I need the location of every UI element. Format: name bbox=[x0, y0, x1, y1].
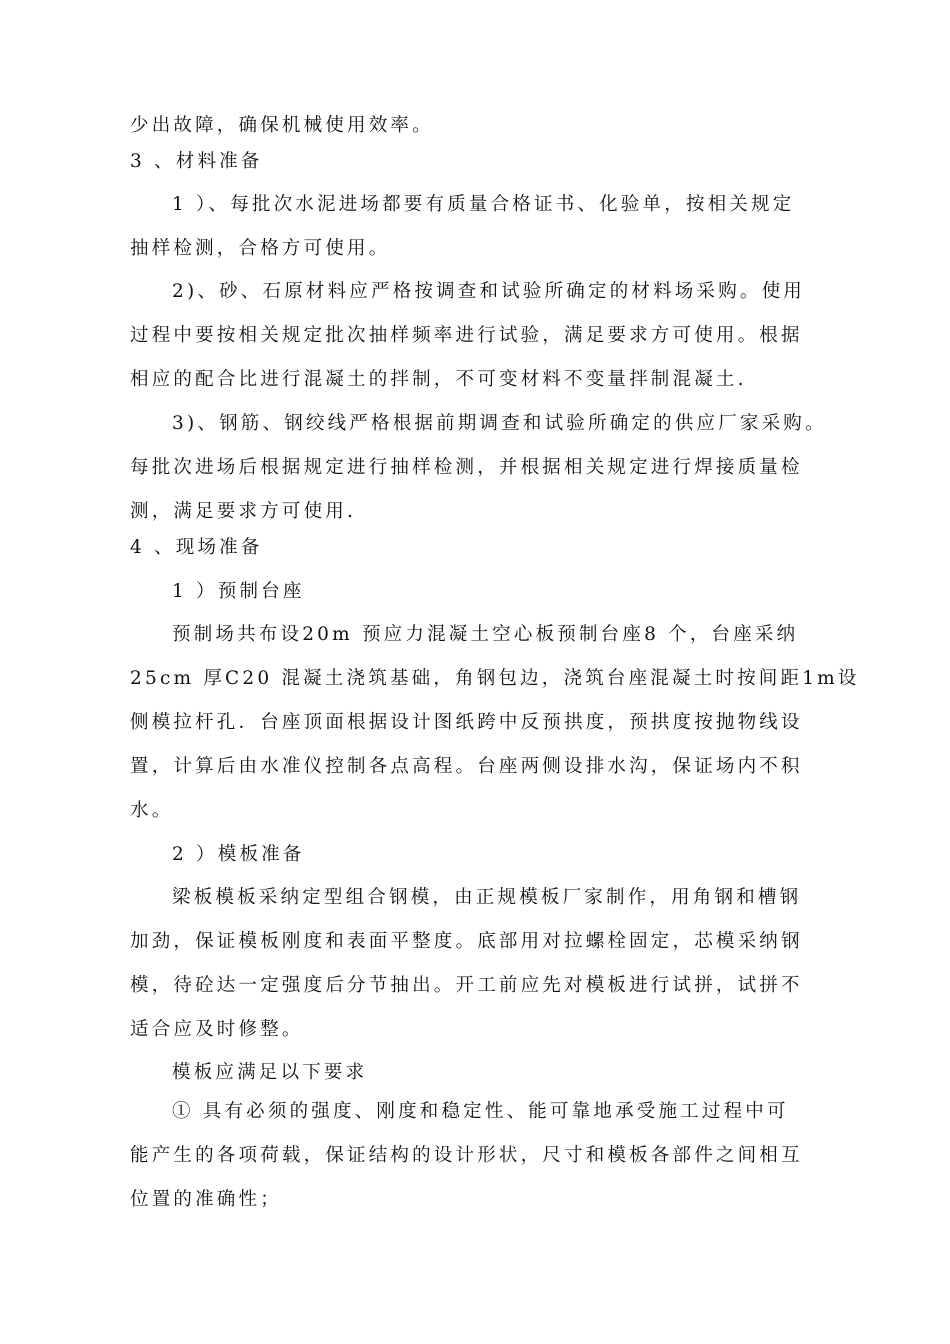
list-item: ① 具有必须的强度、刚度和稳定性、能可靠地承受施工过程中可 bbox=[172, 1101, 789, 1122]
text-line: 模，待砼达一定强度后分节抽出。开工前应先对模板进行试拼，试拼不 bbox=[130, 975, 803, 996]
text-line: 位置的准确性； bbox=[130, 1189, 282, 1210]
text-line: 抽样检测，合格方可使用。 bbox=[130, 238, 391, 259]
text-line: 置，计算后由水准仪控制各点高程。台座两侧设排水沟，保证场内不积 bbox=[130, 756, 803, 777]
text-line: 2)、砂、石原材料应严格按调查和试验所确定的材料场采购。使用 bbox=[172, 281, 805, 302]
text-line: 过程中要按相关规定批次抽样频率进行试验，满足要求方可使用。根据 bbox=[130, 325, 803, 346]
section-heading: 4 、现场准备 bbox=[130, 537, 263, 558]
text-line: 侧模拉杆孔．台座顶面根据设计图纸跨中反预拱度，预拱度按抛物线设 bbox=[130, 712, 803, 733]
text-line: 测，满足要求方可使用. bbox=[130, 501, 357, 522]
text-line: 能产生的各项荷载，保证结构的设计形状，尺寸和模板各部件之间相互 bbox=[130, 1145, 803, 1166]
text-line: 预制场共布设20m 预应力混凝土空心板预制台座8 个，台座采纳 bbox=[172, 624, 799, 645]
text-line: 梁板模板采纳定型组合钢模，由正规模板厂家制作，用角钢和槽钢 bbox=[172, 887, 802, 908]
text-line: 模板应满足以下要求 bbox=[172, 1062, 368, 1083]
text-line: 水。 bbox=[130, 800, 174, 821]
subsection-heading: 2 ）模板准备 bbox=[172, 844, 305, 865]
text-line: 加劲，保证模板刚度和表面平整度。底部用对拉螺栓固定，芯模采纳钢 bbox=[130, 931, 803, 952]
subsection-heading: 1 ）预制台座 bbox=[172, 581, 305, 602]
text-line: 少出故障，确保机械使用效率。 bbox=[130, 115, 434, 136]
text-line: 适合应及时修整。 bbox=[130, 1019, 304, 1040]
section-heading: 3 、材料准备 bbox=[130, 151, 263, 172]
text-line: 1 ）、每批次水泥进场都要有质量合格证书、化验单，按相关规定 bbox=[172, 194, 795, 215]
text-line: 相应的配合比进行混凝土的拌制，不可变材料不变量拌制混凝土. bbox=[130, 369, 747, 390]
text-line: 每批次进场后根据规定进行抽样检测，并根据相关规定进行焊接质量检 bbox=[130, 457, 803, 478]
text-line: 25cm 厚C20 混凝土浇筑基础，角钢包边，浇筑台座混凝土时按间距1m设 bbox=[130, 668, 860, 689]
text-line: 3)、钢筋、钢绞线严格根据前期调查和试验所确定的供应厂家采购。 bbox=[172, 413, 827, 434]
